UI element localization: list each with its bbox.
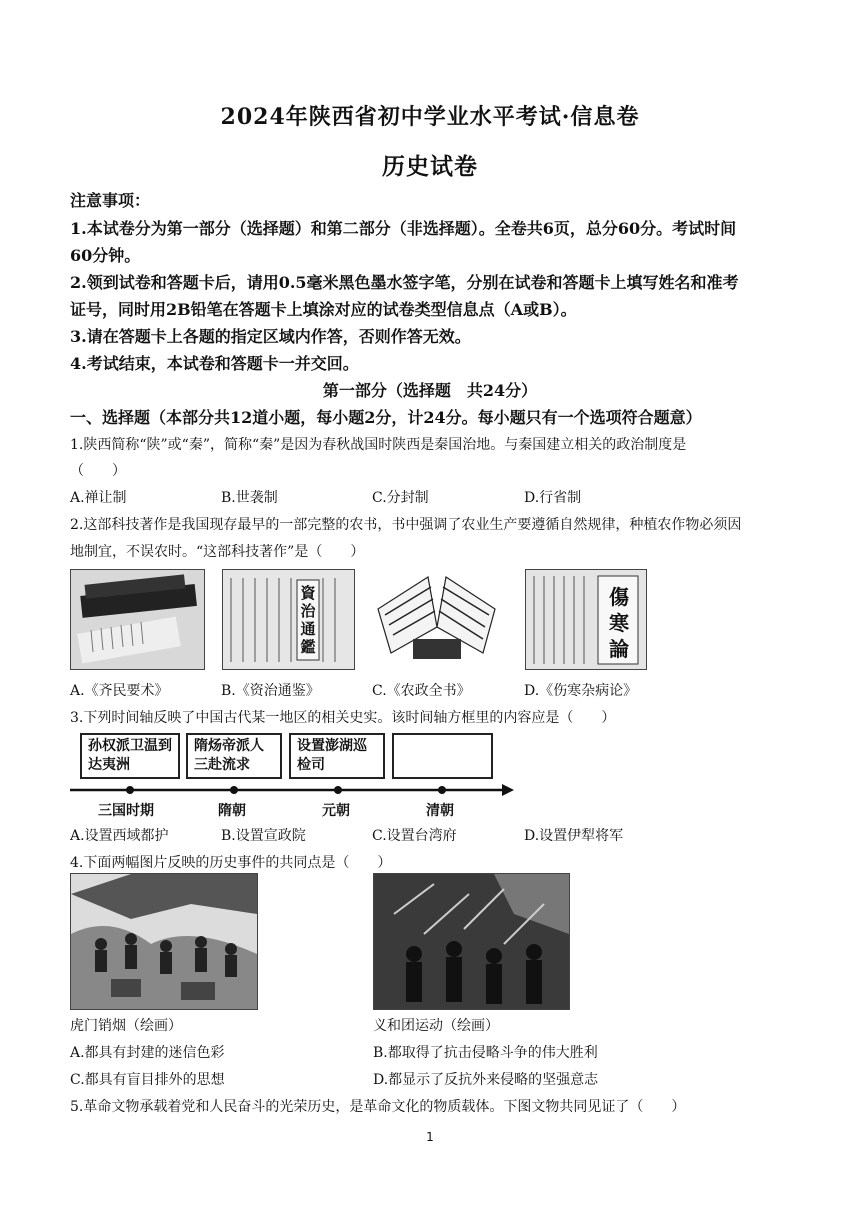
question-2-text-cont: 地制宜，不误农时。“这部科技著作”是（ ）	[70, 544, 365, 560]
timeline-dot	[230, 786, 238, 794]
question-1-text: 1.陕西简称“陕”或“秦”，简称“秦”是因为春秋战国时陕西是秦国治地。与秦国建立相关的政治制度是	[70, 437, 687, 453]
q3-option-d: D.设置伊犁将军	[524, 828, 624, 844]
q2-option-d: D.《伤寒杂病论》	[524, 683, 638, 699]
bamboo-slips-image	[70, 569, 205, 670]
timeline-label-yuan: 元朝	[322, 803, 350, 819]
q4-option-a: A.都具有封建的迷信色彩	[70, 1045, 225, 1061]
part-title: 第一部分（选择题 共24分）	[322, 381, 538, 400]
timeline-dot	[126, 786, 134, 794]
caption-humen: 虎门销烟（绘画）	[70, 1018, 182, 1034]
q1-option-c: C.分封制	[372, 490, 429, 506]
q3-option-c: C.设置台湾府	[372, 828, 457, 844]
notes-heading: 注意事项：	[70, 191, 151, 210]
question-3-text: 3.下列时间轴反映了中国古代某一地区的相关史实。该时间轴方框里的内容应是（ ）	[70, 710, 616, 726]
timeline-box-2: 隋炀帝派人三赴流求	[186, 733, 282, 779]
q1-option-d: D.行省制	[524, 490, 582, 506]
notes-item: 60分钟。	[70, 246, 141, 265]
timeline-label-qing: 清朝	[426, 803, 454, 819]
notes-item: 3.请在答题卡上各题的指定区域内作答，否则作答无效。	[70, 327, 471, 346]
question-1-blank: （ ）	[70, 463, 126, 479]
boxer-painting-image	[373, 873, 570, 1010]
humen-painting-image	[70, 873, 258, 1010]
q3-option-b: B.设置宣政院	[221, 828, 306, 844]
shanghan-lun-image	[525, 569, 647, 670]
image-label-shanghan: 傷寒論	[609, 585, 629, 661]
q4-option-d: D.都显示了反抗外来侵略的坚强意志	[373, 1072, 599, 1088]
q4-option-b: B.都取得了抗击侵略斗争的伟大胜利	[373, 1045, 598, 1061]
timeline-box-3: 设置澎湖巡检司	[289, 733, 385, 779]
timeline-dot	[334, 786, 342, 794]
page-number: 1	[426, 1130, 434, 1144]
zizhi-tongjian-image	[222, 569, 355, 670]
timeline-dot	[438, 786, 446, 794]
caption-boxer: 义和团运动（绘画）	[373, 1018, 499, 1034]
q2-option-b: B.《资治通鉴》	[221, 683, 320, 699]
question-4-text: 4.下面两幅图片反映的历史事件的共同点是（ ）	[70, 855, 392, 871]
notes-item: 证号，同时用2B铅笔在答题卡上填涂对应的试卷类型信息点（A或B）。	[70, 300, 577, 319]
q3-option-a: A.设置西域都护	[70, 828, 169, 844]
section-heading: 一、选择题（本部分共12道小题，每小题2分，计24分。每小题只有一个选项符合题意）	[70, 408, 702, 427]
q2-option-c: C.《农政全书》	[372, 683, 471, 699]
question-5-text: 5.革命文物承载着党和人民奋斗的光荣历史，是革命文化的物质载体。下图文物共同见证了（ ）	[70, 1099, 686, 1115]
timeline-label-sui: 隋朝	[218, 803, 246, 819]
q4-option-c: C.都具有盲目排外的思想	[70, 1072, 225, 1088]
page-title: 2024年陕西省初中学业水平考试·信息卷	[220, 104, 640, 130]
timeline-box-4-blank	[392, 733, 493, 779]
timeline-box-1: 孙权派卫温到达夷洲	[80, 733, 180, 779]
notes-item: 1.本试卷分为第一部分（选择题）和第二部分（非选择题）。全卷共6页，总分60分。考试时间	[70, 219, 737, 238]
image-label-zizhi: 資治通鑑	[300, 584, 316, 656]
nongzheng-quanshu-image	[373, 569, 501, 668]
timeline-label-sanguo: 三国时期	[98, 803, 154, 819]
q1-option-a: A.禅让制	[70, 490, 127, 506]
question-2-text: 2.这部科技著作是我国现存最早的一部完整的农书，书中强调了农业生产要遵循自然规律，种植农作物必须因	[70, 517, 742, 533]
q2-option-a: A.《齐民要术》	[70, 683, 169, 699]
notes-item: 4.考试结束，本试卷和答题卡一并交回。	[70, 354, 359, 373]
q1-option-b: B.世袭制	[221, 490, 278, 506]
page-subtitle: 历史试卷	[382, 153, 478, 180]
notes-item: 2.领到试卷和答题卡后，请用0.5毫米黑色墨水签字笔，分别在试卷和答题卡上填写姓名和准考	[70, 273, 739, 292]
